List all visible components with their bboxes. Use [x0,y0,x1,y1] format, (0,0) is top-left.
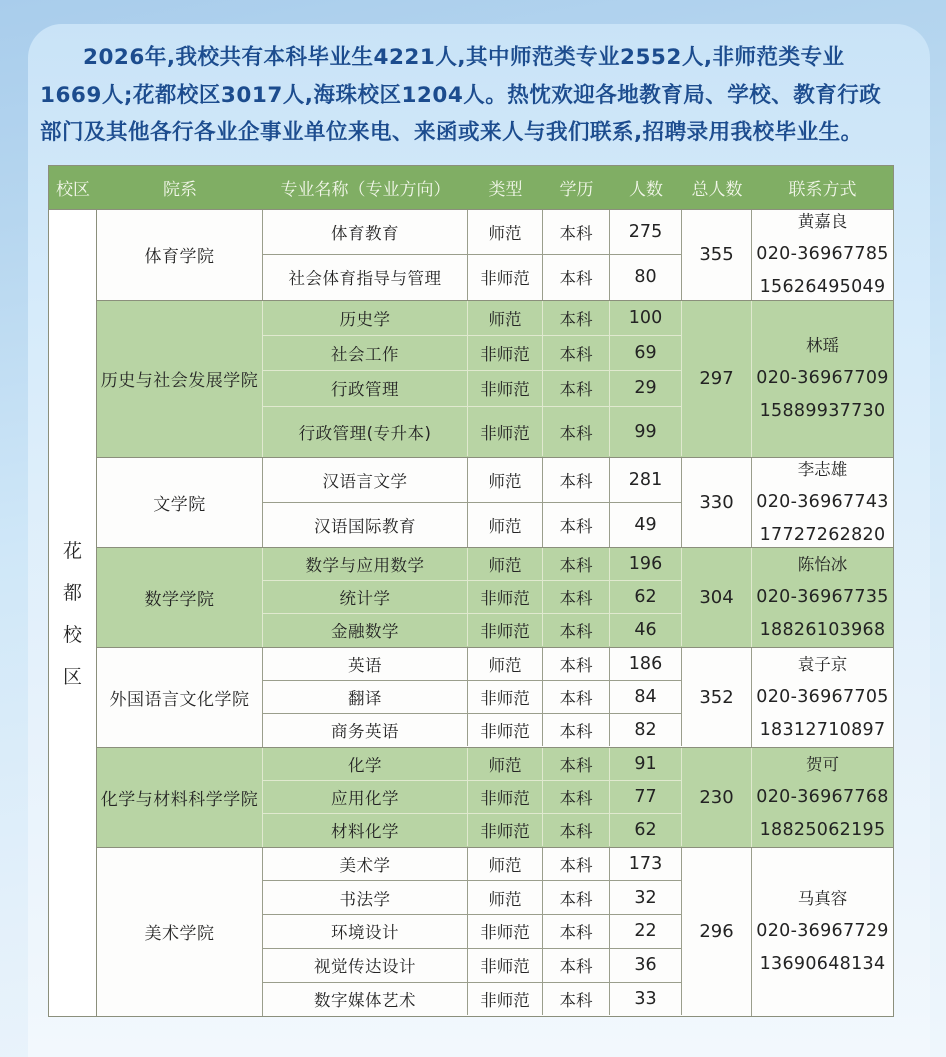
major-type-cell: 师范 [468,748,543,780]
major-name-cell: 行政管理(专升本) [263,407,468,457]
major-degree-cell: 本科 [543,336,610,370]
major-name-cell: 统计学 [263,581,468,613]
major-degree-cell: 本科 [543,814,610,846]
contact-cell [752,848,893,1016]
contact-mobile: 15889937730 [759,401,886,421]
major-row [263,580,682,613]
college-cell: 体育学院 [97,210,263,300]
contact-mobile: 18826103968 [759,619,886,640]
major-type-cell: 非师范 [468,371,543,405]
major-row [263,254,682,300]
campus-char: 校 [62,624,82,646]
major-count-cell: 91 [610,748,682,780]
major-count-cell: 69 [610,336,682,370]
header-cell-degree: 学历 [559,179,594,200]
major-row [263,370,682,405]
major-degree-cell: 本科 [543,301,610,335]
contact-cell [752,458,893,547]
major-count-cell: 32 [610,881,682,914]
contact-mobile: 18312710897 [759,719,886,740]
major-row [263,502,682,547]
major-row [263,680,682,713]
major-degree-cell: 本科 [543,915,610,948]
college-section [97,647,893,747]
major-name-cell: 环境设计 [263,915,468,948]
contact-cell [752,748,893,847]
section-total-cell: 330 [682,458,752,547]
major-name-cell: 数学与应用数学 [263,548,468,580]
college-section [97,547,893,647]
contact-cell [752,648,893,747]
major-name-cell: 历史学 [263,301,468,335]
major-row [263,335,682,370]
major-row [263,880,682,914]
major-row [263,406,682,457]
campus-cell [49,210,97,1016]
major-degree-cell: 本科 [543,983,610,1016]
contact-name: 林瑶 [806,336,839,355]
college-cell: 数学学院 [97,548,263,647]
major-name-cell: 书法学 [263,881,468,914]
major-row [263,813,682,846]
major-name-cell: 美术学 [263,848,468,881]
major-count-cell: 22 [610,915,682,948]
major-type-cell: 师范 [468,881,543,914]
header-cell-college: 院系 [163,179,197,200]
table-body [49,210,893,1016]
major-count-cell: 84 [610,681,682,713]
major-type-cell: 师范 [468,301,543,335]
contact-name: 马真容 [797,889,848,908]
major-type-cell: 非师范 [468,949,543,982]
campus-char: 花 [62,540,82,562]
major-row [263,210,682,255]
contact-name: 李志雄 [797,459,848,479]
college-cell: 化学与材料科学学院 [97,748,263,847]
major-name-cell: 金融数学 [263,614,468,646]
major-row [263,613,682,646]
major-degree-cell: 本科 [543,255,610,300]
college-section [97,210,893,300]
major-degree-cell: 本科 [543,503,610,547]
major-type-cell: 非师范 [468,255,543,300]
major-type-cell: 非师范 [468,336,543,370]
section-total-cell: 352 [682,648,752,747]
major-count-cell: 62 [610,581,682,613]
contact-cell [752,548,893,647]
campus-char: 区 [62,666,82,688]
major-degree-cell: 本科 [543,748,610,780]
contact-name: 陈怡冰 [797,554,848,574]
major-count-cell: 33 [610,983,682,1016]
major-degree-cell: 本科 [543,407,610,457]
major-row [263,748,682,780]
major-degree-cell: 本科 [543,581,610,613]
contact-name: 黄嘉良 [797,212,848,231]
major-degree-cell: 本科 [543,648,610,680]
major-count-cell: 196 [610,548,682,580]
major-degree-cell: 本科 [543,548,610,580]
campus-vertical-label [63,536,82,689]
major-type-cell: 非师范 [468,581,543,613]
header-cell-count: 人数 [629,179,663,200]
major-name-cell: 社会体育指导与管理 [263,255,468,300]
contact-phone: 020-36967785 [756,244,889,264]
major-count-cell: 62 [610,814,682,846]
major-name-cell: 商务英语 [263,714,468,746]
major-degree-cell: 本科 [543,458,610,502]
college-section [97,457,893,547]
major-row [263,548,682,580]
major-degree-cell: 本科 [543,848,610,881]
major-type-cell: 非师范 [468,407,543,457]
contact-phone: 020-36967768 [756,786,889,807]
major-type-cell: 非师范 [468,915,543,948]
majors-block [263,210,682,300]
section-total-cell: 297 [682,301,752,457]
intro-paragraph: 2026年,我校共有本科毕业生4221人,其中师范类专业2552人,非师范类专业1669人;花都校区3017人,海珠校区1204人。热忱欢迎各地教育局、学校、教育行政部门及其他各行各业企事业单位来电、来函或来人与我们联系,招聘录用我校毕业生。 [40,45,882,145]
majors-block [263,548,682,647]
major-name-cell: 化学 [263,748,468,780]
college-section [97,300,893,457]
major-name-cell: 汉语言文学 [263,458,468,502]
major-name-cell: 行政管理 [263,371,468,405]
majors-block [263,301,682,457]
major-name-cell: 应用化学 [263,781,468,813]
major-count-cell: 77 [610,781,682,813]
college-cell: 美术学院 [97,848,263,1016]
section-total-cell: 355 [682,210,752,300]
major-count-cell: 100 [610,301,682,335]
major-name-cell: 体育教育 [263,210,468,255]
major-type-cell: 非师范 [468,781,543,813]
major-name-cell: 英语 [263,648,468,680]
major-name-cell: 视觉传达设计 [263,949,468,982]
major-count-cell: 36 [610,949,682,982]
major-row [263,713,682,746]
major-count-cell: 275 [610,210,682,255]
major-name-cell: 数字媒体艺术 [263,983,468,1016]
college-section [97,847,893,1016]
major-degree-cell: 本科 [543,681,610,713]
section-total-cell: 230 [682,748,752,847]
header-cell-total: 总人数 [691,179,743,200]
major-degree-cell: 本科 [543,949,610,982]
contact-phone: 020-36967709 [756,368,889,388]
major-type-cell: 非师范 [468,714,543,746]
major-degree-cell: 本科 [543,881,610,914]
major-degree-cell: 本科 [543,781,610,813]
contact-cell [752,301,893,457]
major-type-cell: 师范 [468,848,543,881]
major-count-cell: 29 [610,371,682,405]
major-type-cell: 师范 [468,548,543,580]
majors-block [263,458,682,547]
majors-block [263,848,682,1016]
major-count-cell: 99 [610,407,682,457]
major-count-cell: 186 [610,648,682,680]
major-count-cell: 46 [610,614,682,646]
header-cell-campus: 校区 [56,179,90,200]
header-cell-contact: 联系方式 [788,179,857,200]
table-sections [97,210,893,1016]
major-type-cell: 非师范 [468,614,543,646]
major-row [263,648,682,680]
major-type-cell: 师范 [468,648,543,680]
campus-char: 都 [62,582,82,604]
content-panel [28,24,930,1057]
college-cell: 历史与社会发展学院 [97,301,263,457]
contact-cell [752,210,893,300]
major-count-cell: 82 [610,714,682,746]
majors-block [263,648,682,747]
contact-mobile: 18825062195 [759,819,886,840]
major-type-cell: 非师范 [468,814,543,846]
section-total-cell: 296 [682,848,752,1016]
section-total-cell: 304 [682,548,752,647]
major-type-cell: 非师范 [468,983,543,1016]
major-type-cell: 师范 [468,458,543,502]
contact-name: 袁子京 [797,654,848,674]
major-count-cell: 173 [610,848,682,881]
college-section [97,747,893,847]
contact-phone: 020-36967735 [756,586,889,607]
graduates-table [48,165,894,1017]
major-row [263,948,682,982]
contact-phone: 020-36967705 [756,686,889,707]
major-name-cell: 汉语国际教育 [263,503,468,547]
contact-mobile: 17727262820 [759,524,886,545]
major-name-cell: 材料化学 [263,814,468,846]
contact-mobile: 15626495049 [759,277,886,297]
major-row [263,914,682,948]
major-count-cell: 80 [610,255,682,300]
college-cell: 文学院 [97,458,263,547]
header-cell-type: 类型 [488,179,523,200]
major-row [263,301,682,335]
contact-mobile: 13690648134 [759,954,886,974]
table-header-row [49,166,893,210]
major-row [263,982,682,1016]
major-degree-cell: 本科 [543,714,610,746]
college-cell: 外国语言文化学院 [97,648,263,747]
major-type-cell: 师范 [468,210,543,255]
header-cell-name: 专业名称（专业方向） [280,179,451,200]
contact-phone: 020-36967729 [756,921,889,941]
major-type-cell: 非师范 [468,681,543,713]
major-count-cell: 281 [610,458,682,502]
major-count-cell: 49 [610,503,682,547]
contact-name: 贺可 [806,754,839,774]
major-degree-cell: 本科 [543,614,610,646]
major-name-cell: 社会工作 [263,336,468,370]
major-degree-cell: 本科 [543,210,610,255]
major-name-cell: 翻译 [263,681,468,713]
major-degree-cell: 本科 [543,371,610,405]
major-row [263,458,682,502]
contact-phone: 020-36967743 [756,491,889,512]
major-type-cell: 师范 [468,503,543,547]
majors-block [263,748,682,847]
major-row [263,848,682,881]
major-row [263,780,682,813]
